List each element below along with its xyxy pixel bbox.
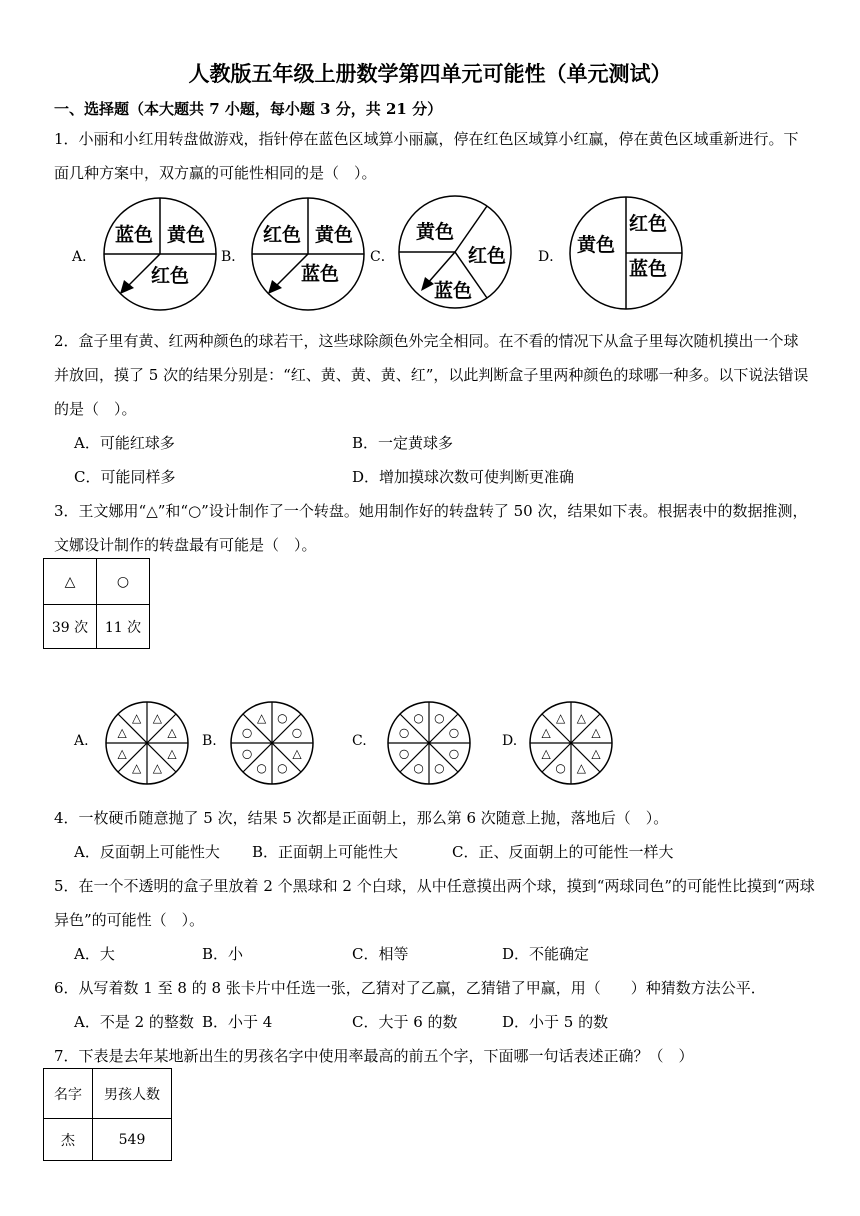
triangle-symbol: △ (541, 725, 551, 740)
q7-name-table (43, 1068, 172, 1161)
q3-spinner-b (229, 700, 315, 786)
triangle-symbol: △ (556, 711, 566, 726)
q1d-region-2: 黄色 (576, 234, 616, 256)
triangle-symbol: △ (576, 760, 586, 775)
q1-label-d: D． (538, 249, 564, 265)
circle-symbol: ○ (413, 760, 424, 775)
q1-line2: 面几种方案中，双方赢的可能性相同的是（ ）。 (54, 164, 377, 182)
q2-option-a[interactable]: A．可能红球多 (74, 434, 175, 452)
q6-option-b[interactable]: B．小于 4 (202, 1013, 273, 1031)
q3-label-d: D. (502, 733, 518, 749)
q1-spinner-d (566, 193, 690, 313)
q1-spinner-c (395, 194, 519, 312)
q5-line1: 5．在一个不透明的盒子里放着 2 个黑球和 2 个白球，从中任意摸出两个球，摸到“两球同色”的可能性比摸到“两球 (54, 877, 815, 895)
q1d-region-1: 红色 (628, 213, 668, 235)
q4-line1: 4．一枚硬币随意抛了 5 次，结果 5 次都是正面朝上，那么第 6 次随意上抛，落地后（ ）。 (54, 809, 669, 827)
q2-option-c[interactable]: C．可能同样多 (74, 468, 176, 486)
q2-line3: 的是（ ）。 (54, 400, 137, 418)
circle-symbol: ○ (277, 760, 288, 775)
circle-symbol: ○ (434, 760, 445, 775)
q6-option-a[interactable]: A．不是 2 的整数 (74, 1013, 194, 1031)
q5-line2: 异色”的可能性（ ）。 (54, 911, 205, 929)
triangle-symbol: △ (167, 725, 177, 740)
q1d-region-3: 蓝色 (628, 258, 668, 280)
q1c-region-1: 黄色 (415, 221, 455, 243)
q2-line2: 并放回，摸了 5 次的结果分别是：“红、黄、黄、黄、红”，以此判断盒子里两种颜色的球哪一种多。以下说法错误 (54, 366, 809, 384)
triangle-symbol: △ (591, 746, 601, 761)
q3-spinner-c (386, 700, 472, 786)
circle-symbol: ○ (448, 725, 460, 740)
q1-spinner-a (100, 196, 224, 314)
triangle-symbol: △ (132, 760, 142, 775)
q7-table-value-count: 549 (93, 1119, 172, 1161)
q7-table-value-name: 杰 (44, 1119, 93, 1161)
q4-option-c[interactable]: C．正、反面朝上的可能性一样大 (452, 843, 674, 861)
q1b-region-3: 蓝色 (300, 263, 340, 285)
q3-label-c: C. (352, 733, 367, 749)
q5-option-c[interactable]: C．相等 (352, 945, 409, 963)
q1b-region-1: 红色 (262, 224, 302, 246)
q1a-region-1: 蓝色 (114, 224, 154, 246)
q1b-region-2: 黄色 (314, 224, 354, 246)
q6-line1: 6．从写着数 1 至 8 的 8 张卡片中任选一张，乙猜对了乙赢，乙猜错了甲赢，用（ ）种猜数方法公平． (54, 979, 766, 997)
q2-line1: 2．盒子里有黄、红两种颜色的球若干，这些球除颜色外完全相同。在不看的情况下从盒子里每次随机摸出一个球 (54, 332, 799, 350)
q3-table-value-triangle: 39 次 (44, 605, 97, 649)
triangle-symbol: △ (257, 711, 267, 726)
q2-option-b[interactable]: B．一定黄球多 (352, 434, 454, 452)
triangle-symbol: △ (167, 746, 177, 761)
circle-symbol: ○ (413, 711, 424, 726)
q3-table-header-triangle: △ (44, 559, 97, 605)
q3-spinner-d (528, 700, 614, 786)
circle-symbol: ○ (241, 725, 253, 740)
triangle-symbol: △ (591, 725, 601, 740)
q1-line1: 1．小丽和小红用转盘做游戏，指针停在蓝色区域算小丽赢，停在红色区域算小红赢，停在黄色区域重新进行。下 (54, 130, 799, 148)
circle-symbol: ○ (241, 746, 253, 761)
q6-option-c[interactable]: C．大于 6 的数 (352, 1013, 458, 1031)
section-heading: 一、选择题（本大题共 7 小题，每小题 3 分，共 21 分） (54, 100, 443, 118)
circle-symbol: ○ (277, 711, 288, 726)
triangle-symbol: △ (152, 711, 162, 726)
q7-table-header-name: 名字 (44, 1069, 93, 1119)
q3-spinner-a (104, 700, 190, 786)
q1a-region-3: 红色 (150, 265, 190, 287)
q1a-region-2: 黄色 (166, 224, 206, 246)
circle-symbol: ○ (398, 725, 410, 740)
q5-option-a[interactable]: A．大 (74, 945, 115, 963)
circle-symbol: ○ (256, 760, 267, 775)
q7-line1: 7．下表是去年某地新出生的男孩名字中使用率最高的前五个字，下面哪一句话表述正确？（ ） (54, 1047, 694, 1065)
triangle-symbol: △ (132, 711, 142, 726)
q1c-region-3: 蓝色 (433, 280, 473, 302)
triangle-symbol: △ (576, 711, 586, 726)
circle-symbol: ○ (448, 746, 460, 761)
circle-symbol: ○ (555, 760, 566, 775)
q3-line1: 3．王文娜用“△”和“○”设计制作了一个转盘。她用制作好的转盘转了 50 次，结果如下表。根据表中的数据推测， (54, 502, 808, 520)
q3-table-value-circle: 11 次 (97, 605, 150, 649)
triangle-symbol: △ (152, 760, 162, 775)
triangle-symbol: △ (292, 746, 302, 761)
q1-spinner-b (248, 196, 372, 314)
triangle-symbol: △ (117, 725, 127, 740)
circle-symbol: ○ (291, 725, 303, 740)
circle-symbol: ○ (434, 711, 445, 726)
q1-label-a: A． (72, 249, 97, 265)
q6-option-d[interactable]: D．小于 5 的数 (502, 1013, 609, 1031)
page-title: 人教版五年级上册数学第四单元可能性（单元测试） (188, 61, 672, 86)
q1-label-b: B． (221, 249, 246, 265)
q3-label-a: A. (74, 733, 89, 749)
q5-option-d[interactable]: D．不能确定 (502, 945, 590, 963)
q1c-region-2: 红色 (467, 245, 507, 267)
triangle-symbol: △ (541, 746, 551, 761)
q7-table-header-count: 男孩人数 (93, 1069, 172, 1119)
q3-line2: 文娜设计制作的转盘最有可能是（ ）。 (54, 536, 317, 554)
q4-option-a[interactable]: A．反面朝上可能性大 (74, 843, 220, 861)
q5-option-b[interactable]: B．小 (202, 945, 244, 963)
q3-result-table (43, 558, 150, 649)
q3-label-b: B. (202, 733, 217, 749)
triangle-symbol: △ (117, 746, 127, 761)
q1-label-c: C． (370, 249, 395, 265)
q3-table-header-circle: ○ (97, 559, 150, 605)
q4-option-b[interactable]: B．正面朝上可能性大 (252, 843, 399, 861)
circle-symbol: ○ (398, 746, 410, 761)
q2-option-d[interactable]: D．增加摸球次数可使判断更准确 (352, 468, 575, 486)
